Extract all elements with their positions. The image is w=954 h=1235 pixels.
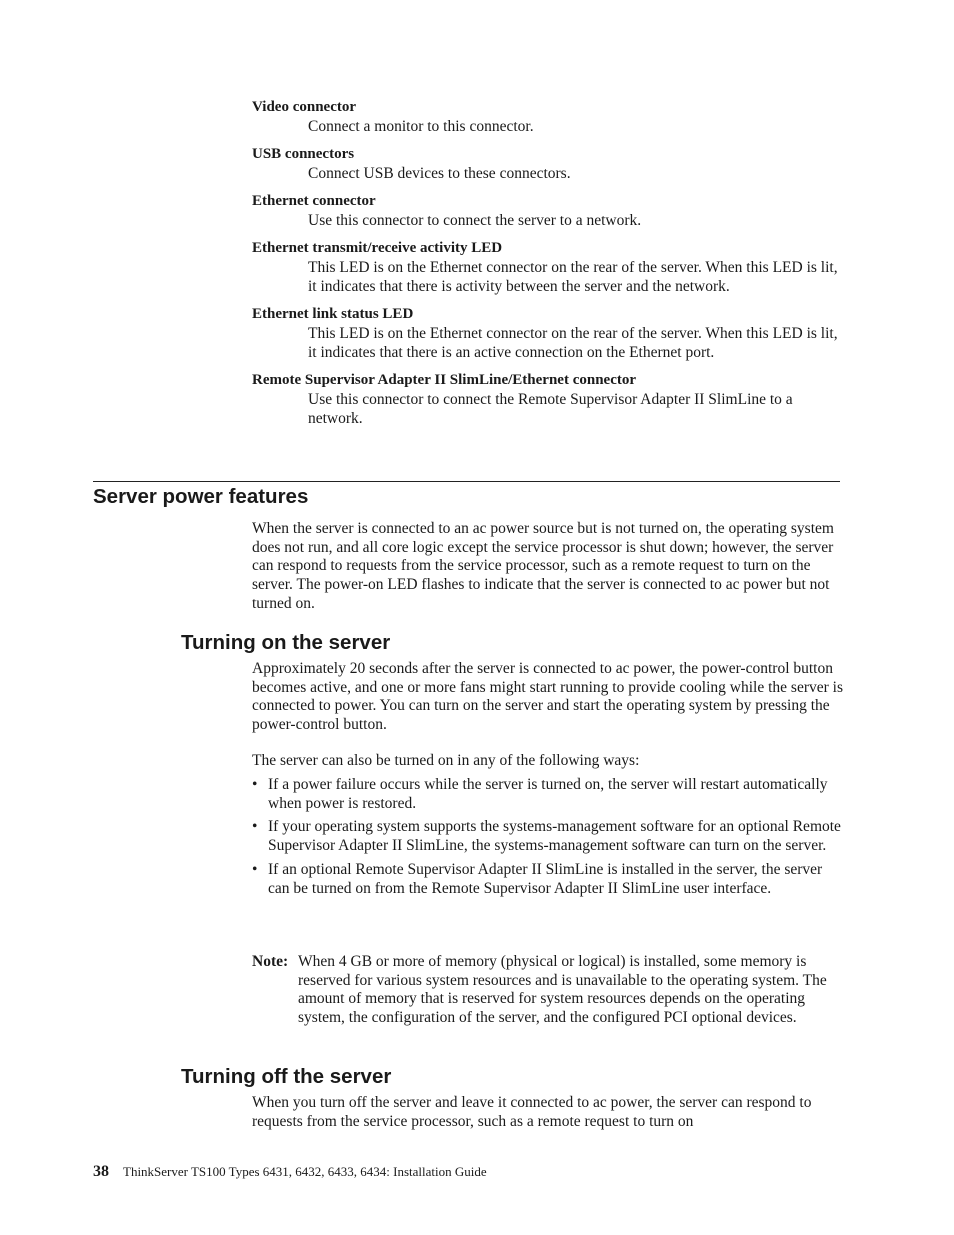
document-title: ThinkServer TS100 Types 6431, 6432, 6433, 6434: Installation Guide xyxy=(123,1164,487,1179)
connector-description: Use this connector to connect the Remote Supervisor Adapter II SlimLine to a network. xyxy=(308,391,793,427)
connector-entry xyxy=(252,192,842,230)
section-heading-turning-on: Turning on the server xyxy=(181,631,391,654)
note-text: When 4 GB or more of memory (physical or logical) is installed, some memory is reserved for various system resources and is unavailable to the operating system. The amount of memory that is reserved for system resources depends on the operating system, the configuration of the server, and the configured PCI optional devices. xyxy=(298,953,827,1027)
list-item xyxy=(252,776,844,813)
connector-entry xyxy=(252,239,842,296)
list-item-text: If your operating system supports the systems-management software for an optional Remote Supervisor Adapter II SlimLine, the systems-management software can turn on the server. xyxy=(268,818,841,855)
connector-entry xyxy=(252,305,842,362)
section-heading-turning-off: Turning off the server xyxy=(181,1065,392,1088)
connector-description: Use this connector to connect the server to a network. xyxy=(308,212,642,229)
connector-description: This LED is on the Ethernet connector on the rear of the server. When this LED is lit, it indicates that there is activity between the server and the network. xyxy=(308,259,838,295)
connector-term: Ethernet transmit/receive activity LED xyxy=(252,240,503,256)
list-item-text: If an optional Remote Supervisor Adapter II SlimLine is installed in the server, the server can be turned on from the Remote Supervisor Adapter II SlimLine user interface. xyxy=(268,860,823,897)
bullet-icon: • xyxy=(252,776,258,793)
section-heading-power-features: Server power features xyxy=(93,485,309,508)
turning-off-paragraph: When you turn off the server and leave it connected to ac power, the server can respond to requests from the service processor, such as a remote request to turn on xyxy=(252,1094,812,1130)
bullet-icon: • xyxy=(252,818,258,836)
connector-entry xyxy=(252,98,842,136)
turning-on-paragraph: Approximately 20 seconds after the server is connected to ac power, the power-control button becomes active, and one or more fans might start running to provide cooling while the server is connected to power. You can turn on the server and start the operating system by pressing the power-control button. xyxy=(252,660,843,734)
turn-on-methods-list xyxy=(252,776,844,903)
connector-term: Remote Supervisor Adapter II SlimLine/Ethernet connector xyxy=(252,372,637,388)
connector-entry xyxy=(252,371,842,428)
connector-entry xyxy=(252,145,842,183)
page-number: 38 xyxy=(93,1163,109,1180)
power-features-paragraph: When the server is connected to an ac power source but is not turned on, the operating system does not run, and all core logic except the service processor is shut down; however, the server can respond to requests from the service processor, such as a remote request to turn on the server. The power-on LED flashes to indicate that the server is connected to ac power but not turned on. xyxy=(252,520,834,612)
list-item-text: If a power failure occurs while the server is turned on, the server will restart automatically when power is restored. xyxy=(268,776,828,812)
page-footer xyxy=(93,1162,487,1182)
list-item xyxy=(252,818,844,855)
connector-term: USB connectors xyxy=(252,146,355,162)
connector-term: Ethernet link status LED xyxy=(252,306,414,322)
connector-term: Video connector xyxy=(252,99,357,115)
connector-description: This LED is on the Ethernet connector on the rear of the server. When this LED is lit, it indicates that there is an active connection on the Ethernet port. xyxy=(308,325,838,361)
connector-description: Connect USB devices to these connectors. xyxy=(308,165,571,182)
bullet-icon: • xyxy=(252,860,258,878)
note-label: Note: xyxy=(252,953,289,970)
connector-definition-list xyxy=(252,98,842,437)
connector-description: Connect a monitor to this connector. xyxy=(308,118,534,135)
turning-on-ways-intro: The server can also be turned on in any of the following ways: xyxy=(252,752,640,769)
section-divider xyxy=(93,481,840,482)
list-item xyxy=(252,861,844,898)
memory-note xyxy=(252,953,844,1028)
connector-term: Ethernet connector xyxy=(252,193,376,209)
